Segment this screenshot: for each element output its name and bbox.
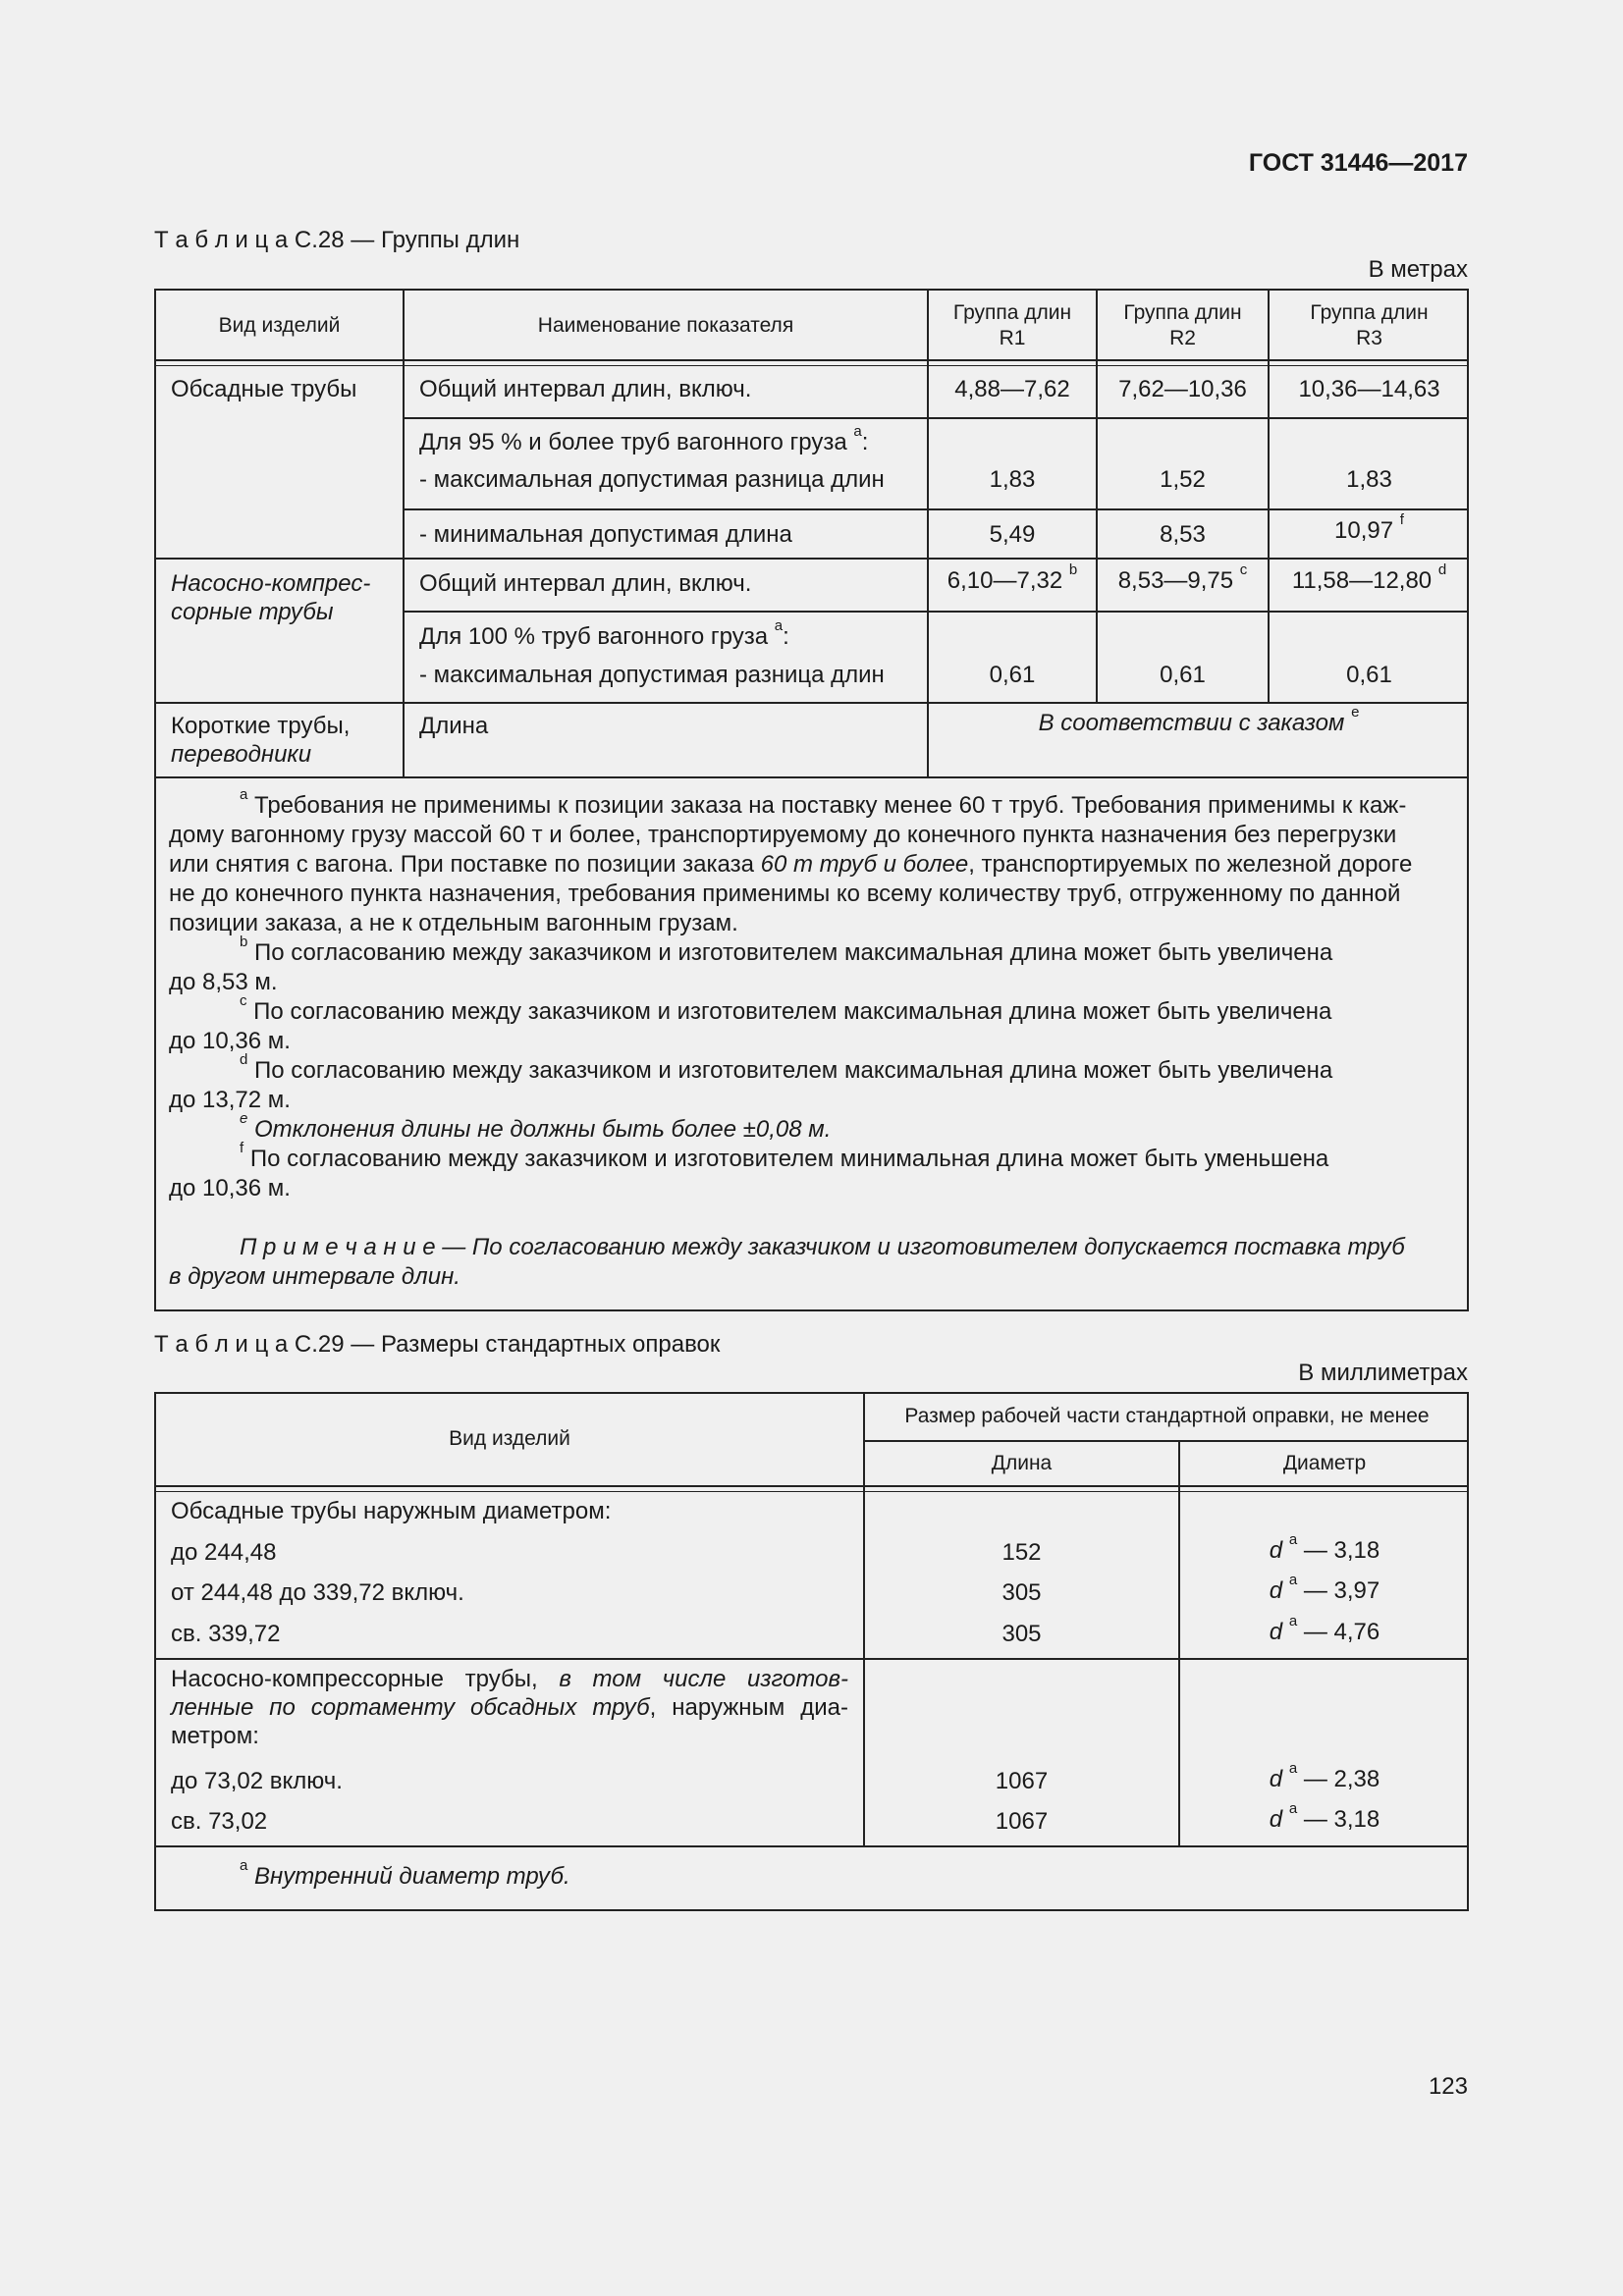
footnote-c: $^c$ По согласованию между заказчиком и изготовителем максимальная длина может быть увеличена	[240, 992, 1332, 1025]
table28-tubing-product: Насосно-компрес- сорные трубы	[171, 570, 371, 625]
table28-cell: 7,62—10,36	[1118, 376, 1247, 402]
table29-hline	[154, 1485, 1469, 1487]
doc-code: ГОСТ 31446—2017	[1248, 149, 1468, 177]
table29-row-diameter: d $^a$ — 3,18	[1269, 1531, 1380, 1564]
table28-header-r2: Группа длин R2	[1123, 301, 1242, 349]
table28-cell: 8,53	[1160, 521, 1206, 548]
table28-casing-product: Обсадные трубы	[171, 376, 357, 402]
table28-hline	[403, 417, 1469, 419]
table28-hline	[403, 611, 1469, 613]
table28-vline	[403, 289, 405, 777]
table28-cell: 4,88—7,62	[954, 376, 1070, 402]
table29-hline	[154, 1658, 1469, 1660]
table29-row-diameter: d $^a$ — 3,18	[1269, 1800, 1380, 1833]
table29-header-length: Длина	[991, 1452, 1053, 1474]
table28-header-product: Вид изделий	[218, 314, 341, 337]
page-number: 123	[1428, 2073, 1468, 2100]
table28-cell: 8,53—9,75 $^c$	[1117, 561, 1248, 594]
table29-row-label: св. 339,72	[171, 1621, 281, 1647]
table28-casing-row2-param: Для 95 % и более труб вагонного груза $^a$:	[419, 423, 869, 455]
table28-cell: 10,97 $^f$	[1334, 511, 1404, 544]
table28-short-product: Короткие трубы, переводники	[171, 713, 351, 768]
table28-hline	[403, 508, 1469, 510]
table28-cell: 0,61	[989, 662, 1036, 688]
table29-row-diameter: d $^a$ — 2,38	[1269, 1760, 1380, 1792]
table29-hline	[154, 1845, 1469, 1847]
table28-note: П р и м е ч а н и е — По согласованию между заказчиком и изготовителем допускается поставка труб	[240, 1234, 1405, 1260]
table29-tubing-title: Насосно-компрессорные трубы, в том числе изготов- ленные по сортаменту обсадных труб, наружным диа- метром:	[171, 1666, 848, 1749]
table28-cell: 0,61	[1160, 662, 1206, 688]
table29-row-label: до 73,02 включ.	[171, 1768, 343, 1794]
table28-cell: 1,52	[1160, 466, 1206, 493]
table28-cell: 5,49	[989, 521, 1036, 548]
table28-hline	[154, 558, 1469, 560]
table28-header-r1: Группа длин R1	[952, 301, 1072, 349]
footnote-e: $^e$ Отклонения длины не должны быть более ±0,08 м.	[240, 1110, 832, 1143]
table29-row-label: св. 73,02	[171, 1808, 268, 1835]
table28-cell: 1,83	[989, 466, 1036, 493]
table29-caption: Т а б л и ц а С.29 — Размеры стандартных оправок	[154, 1331, 721, 1358]
table28-hline	[154, 365, 1469, 366]
table29-row-length: 305	[1001, 1621, 1042, 1647]
table28-caption: Т а б л и ц а С.28 — Группы длин	[154, 227, 520, 253]
table29-header-product: Вид изделий	[449, 1427, 570, 1450]
table28-header-param: Наименование показателя	[537, 314, 794, 337]
footnote-b: $^b$ По согласованию между заказчиком и изготовителем максимальная длина может быть увеличена	[240, 934, 1333, 966]
table29-casing-title: Обсадные трубы наружным диаметром:	[171, 1498, 612, 1524]
table29-row-length: 305	[1001, 1579, 1042, 1606]
table28-cell: 0,61	[1346, 662, 1392, 688]
table29-header-group: Размер рабочей части стандартной оправки, не менее	[904, 1405, 1430, 1427]
table29-row-diameter: d $^a$ — 3,97	[1269, 1572, 1380, 1604]
table28-cell: 1,83	[1346, 466, 1392, 493]
table29-units: В миллиметрах	[1298, 1360, 1468, 1386]
table29-row-diameter: d $^a$ — 4,76	[1269, 1613, 1380, 1645]
table28-short-value: В соответствии с заказом $^e$	[1038, 704, 1360, 736]
table29-footnote: $^a$ Внутренний диаметр труб.	[240, 1857, 570, 1890]
table28-tubing-row2-param: Для 100 % труб вагонного груза $^a$:	[419, 617, 789, 650]
table28-footnotes: $^a$ Требования не применимы к позиции заказа на поставку менее 60 т труб. Требования применимы к каж- дому вагонному грузу массой 60 т и более, транспортируемому до конечного пункта назначения без перегрузки или снятия с вагона. При поставке по позиции заказа 60 т труб и более, транспортируемых по железной дороге не до конечного пункта назначения, требования применимы ко всему количеству труб, отгруженному по данной позиции заказа, а не к отдельным вагонным грузам. $^b$ По согласованию между заказчиком и изготовителем максимальная длина может быть увеличена до 8,53 м. $^c$ По согласованию между заказчиком и изготовителем максимальная длина может быть увеличена до 10,36 м. $^d$ По согласованию между заказчиком и изготовителем максимальная длина может быть увеличена до 13,72 м. $^e$ Отклонения длины не должны быть более ±0,08 м. $^f$ По согласованию между заказчиком и изготовителем минимальная длина может быть уменьшена до 10,36 м. П р и м е ч а н и е — По согласованию между заказчиком и изготовителем допускается поставка труб в другом интервале длин.	[169, 791, 1453, 1292]
footnote-f: $^f$ По согласованию между заказчиком и изготовителем минимальная длина может быть уменьшена	[240, 1140, 1329, 1172]
table29-row-label: от 244,48 до 339,72 включ.	[171, 1579, 464, 1606]
table29-header-diameter: Диаметр	[1282, 1452, 1367, 1474]
table29-row-length: 1067	[995, 1768, 1049, 1794]
table28-header-r3: Группа длин R3	[1310, 301, 1429, 349]
table28-cell: 11,58—12,80 $^d$	[1291, 561, 1447, 594]
table28-cell: 6,10—7,32 $^b$	[947, 561, 1078, 594]
footnote-a: $^a$ Требования не применимы к позиции заказа на поставку менее 60 т труб. Требования применимы к каж-	[240, 786, 1407, 819]
table28-hline	[154, 359, 1469, 361]
table28-units: В метрах	[1368, 256, 1468, 283]
footnote-d: $^d$ По согласованию между заказчиком и изготовителем максимальная длина может быть увеличена	[240, 1051, 1333, 1084]
table28-cell: 10,36—14,63	[1298, 376, 1440, 402]
table28-casing-row1-param: Общий интервал длин, включ.	[419, 376, 752, 402]
table28-hline	[154, 702, 1469, 704]
table28-hline	[154, 776, 1469, 778]
table28-tubing-row1-param: Общий интервал длин, включ.	[419, 570, 752, 597]
table29-row-length: 152	[1001, 1539, 1042, 1566]
table28-casing-row2-param-l2: - максимальная допустимая разница длин	[419, 466, 885, 493]
table29-row-length: 1067	[995, 1808, 1049, 1835]
table28-tubing-row2-param-l2: - максимальная допустимая разница длин	[419, 662, 885, 688]
table28-casing-row3-param: - минимальная допустимая длина	[419, 521, 792, 548]
table28-short-param: Длина	[419, 713, 489, 739]
table29-hline	[154, 1491, 1469, 1492]
table29-row-label: до 244,48	[171, 1539, 277, 1566]
table29-hline	[863, 1440, 1469, 1442]
